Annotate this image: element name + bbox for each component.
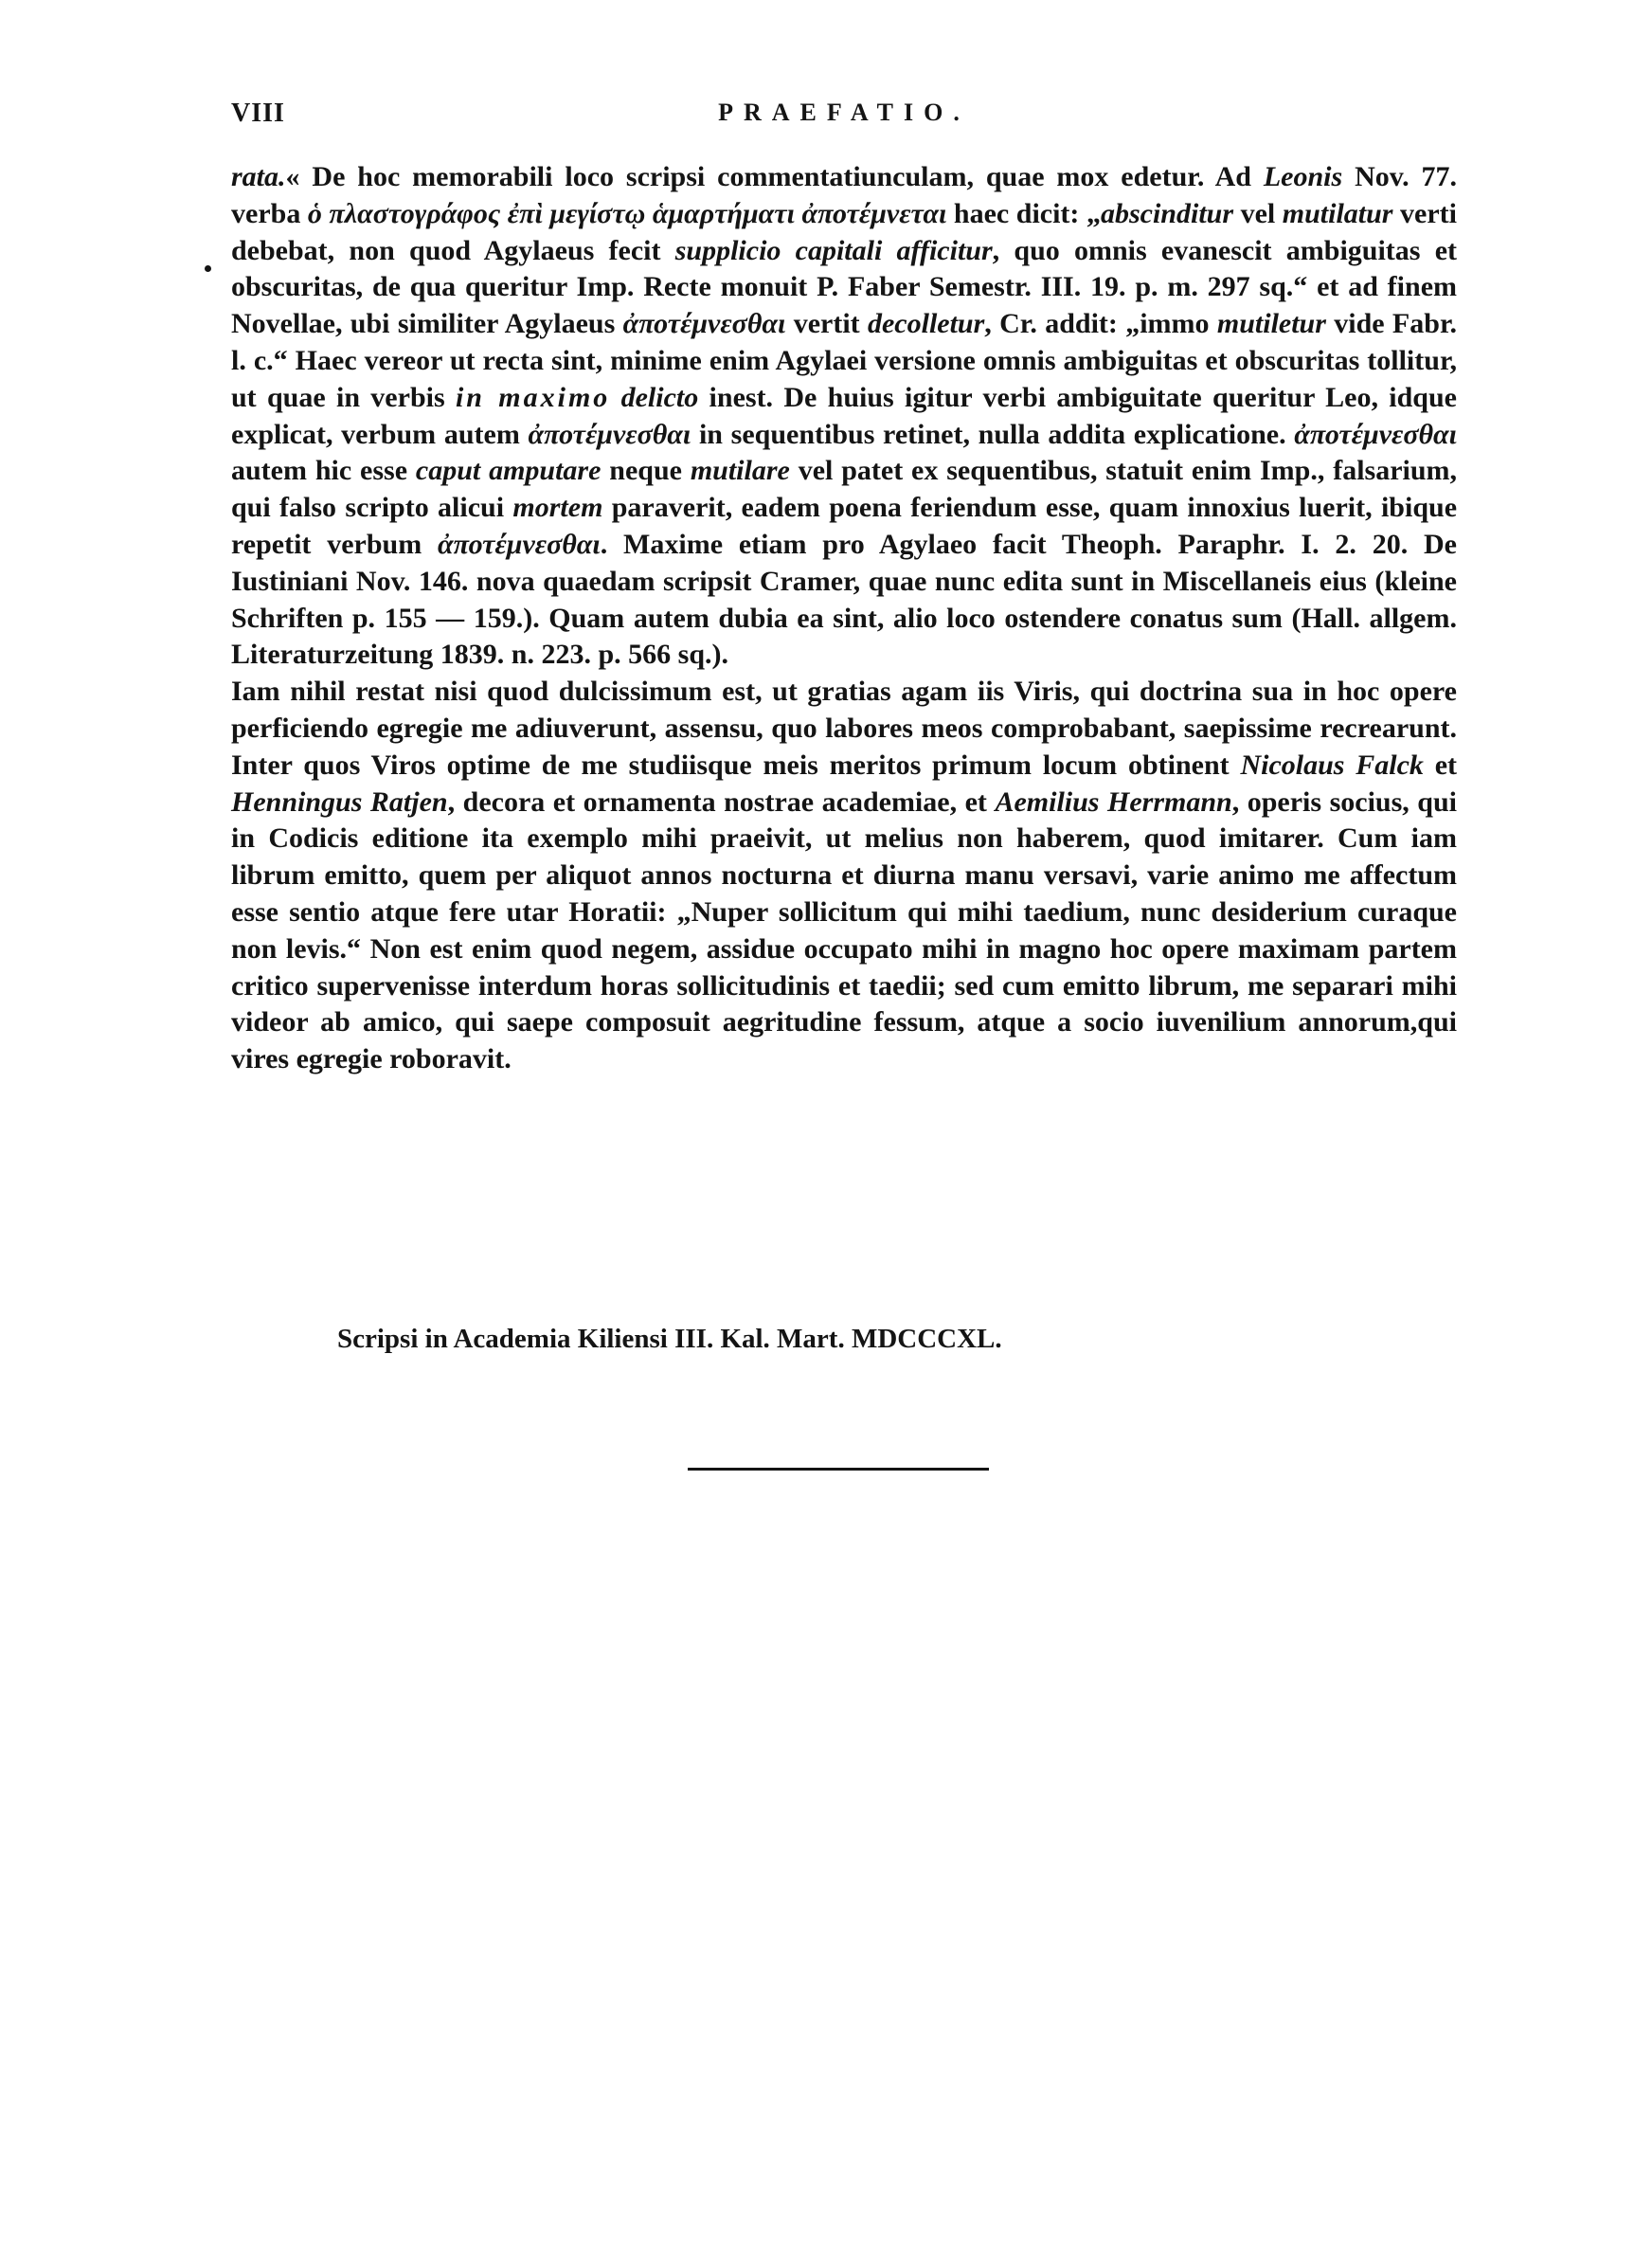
person-name: Nicolaus Falck [1240, 749, 1424, 781]
greek-word: ἀποτέμνεσθαι [438, 528, 601, 560]
text-run: mutilatur [1282, 197, 1393, 229]
text-run: supplicio capitali afficitur [674, 234, 993, 266]
text-run: , operis socius, qui in Codicis editione ita exemplo mihi praeivit, ut melius non haberem, quod imitarer. Cum iam librum emitto, quem per aliquot annos nocturna et diurna manu versavi, varie animo me affectum esse sentio atque fere utar Horatii: „Nuper sollicitum qui mihi taedium, nunc desiderium curaque non levis.“ Non est enim quod negem, assidue occupato mihi in magno hoc opere maximam partem critico supervenisse interdum horas sollicitudinis et taedii; sed cum emitto librum, me separari mihi videor ab amico, qui saepe composuit aegritudine fessum, atque a socio iuvenilium annorum,qui vires egregie roboravit. [231, 785, 1458, 1075]
text-run: vel [1233, 197, 1283, 229]
text-run: vel patet ex sequentibus, statuit enim Imp., falsarium, qui falso scripto alicui [231, 455, 1458, 524]
body-text [231, 159, 1457, 1078]
text-run: « De hoc memorabili loco scripsi commentatiunculam, quae mox edetur. Ad [285, 161, 1264, 192]
person-name: Aemilius Herrmann [995, 785, 1232, 818]
text-run: caput amputare [415, 455, 602, 487]
text-run: Leonis [1263, 161, 1343, 192]
text-run: neque [601, 455, 691, 487]
text-run: Nov. 77. verba [231, 161, 1458, 229]
running-title: PRAEFATIO. [718, 99, 970, 126]
text-run [610, 382, 620, 413]
greek-word: ἀποτέμνεσθαι [622, 308, 786, 340]
text-run: vide Fabr. l. c.“ Haec vereor ut recta sint, minime enim Agylaei versione omnis ambiguitas et obscuritas tollitur, ut quae in verbis [231, 308, 1457, 413]
text-run: delicto [620, 381, 699, 413]
text-run: in maximo [455, 381, 611, 413]
text-run: mutiletur [1216, 308, 1326, 340]
text-run: Iam nihil restat nisi quod dulcissimum est, ut gratias agam iis Viris, qui doctrina sua in hoc opere perficiendo egregie me adiuverunt, assensu, quo labores meos comprobabant, saepissime recrearunt. Inter quos Viros optime de me studiisque meis meritos primum locum obtinent [231, 676, 1457, 781]
text-run: haec dicit: „ [946, 197, 1101, 229]
text-run: abscinditur [1100, 197, 1234, 229]
person-name: Henningus Ratjen [231, 785, 448, 818]
text-run: paraverit, eadem poena feriendum esse, quam innoxius luerit, ibique repetit verbum [231, 492, 1458, 560]
text-run: vertit [785, 308, 868, 340]
text-run: , Cr. addit: „immo [984, 308, 1217, 340]
signature-line: Scripsi in Academia Kiliensi III. Kal. Mart. MDCCCXL. [337, 1324, 1002, 1354]
text-run: rata. [231, 161, 286, 192]
text-run: mortem [512, 492, 603, 524]
margin-mark [205, 265, 211, 272]
text-run: . Maxime etiam pro Agylaeo facit Theoph. Paraphr. I. 2. 20. De Iustiniani Nov. 146. nova quaedam scripsit Cramer, quae nunc edita sunt in Miscellaneis eius (kleine Schriften p. 155 — 159.). Quam autem dubia ea sint, alio loco ostendere conatus sum (Hall. allgem. Literaturzeitung 1839. n. 223. p. 566 sq.). [231, 528, 1457, 671]
text-run: verti debebat, non quod Agylaeus fecit [231, 197, 1457, 266]
text-run: in sequentibus retinet, nulla addita explicatione. [691, 418, 1295, 450]
paragraph-footnote-continuation [231, 159, 1457, 674]
greek-quotation: ὁ πλαστογράφος ἐπὶ μεγίστῳ ἁμαρτήματι ἀποτέμνεται [307, 197, 947, 229]
text-run: , decora et ornamenta nostrae academiae, et [447, 785, 996, 818]
text-run: inest. De huius igitur verbi ambiguitate queritur Leo, idque explicat, verbum autem [231, 381, 1457, 450]
greek-word: ἀποτέμνεσθαι [528, 418, 691, 450]
page-number: VIII [231, 99, 285, 128]
end-rule [688, 1468, 989, 1471]
paragraph-acknowledgements [231, 674, 1457, 1078]
text-run: , quo omnis evanescit ambiguitas et obscuritas, de qua queritur Imp. Recte monuit P. Faber Semestr. III. 19. p. m. 297 sq.“ et ad finem Novellae, ubi similiter Agylaeus [231, 234, 1457, 340]
text-run: et [1423, 749, 1458, 781]
text-run: mutilare [690, 455, 790, 487]
running-head [231, 99, 1457, 136]
text-run: decolletur [867, 308, 985, 340]
text-run: autem hic esse [231, 455, 416, 487]
greek-word: ἀποτέμνεσθαι [1294, 418, 1457, 450]
